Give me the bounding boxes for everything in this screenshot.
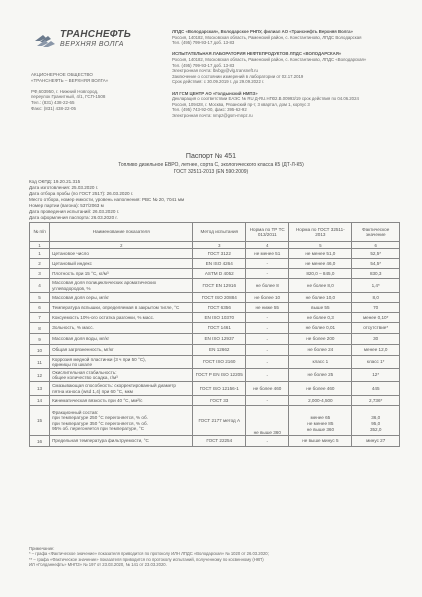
- header-line: Срок действия: с 30.09.2019 г. до 29.09.2022 г.: [172, 79, 265, 85]
- row-number: 7: [30, 313, 50, 323]
- row-number: 13: [30, 382, 50, 396]
- indicator-name: [50, 249, 193, 259]
- company-line: переулок Гранитный, 4/1, ГСП-1508: [31, 94, 106, 100]
- norm-tr-ts: -: [246, 313, 289, 323]
- table-row: [30, 436, 400, 447]
- indicator-name: [50, 396, 193, 406]
- actual-value: [352, 369, 400, 382]
- indicator-name-line: Смазывающая способность: скорректированный диаметр: [52, 383, 176, 389]
- company-line: АКЦИОНЕРНОЕ ОБЩЕСТВО: [31, 72, 93, 77]
- row-number: 4: [30, 279, 50, 293]
- footnote-line: ИЛ «Голданнефть» МНПЗ» № 197 от 23.03.2020, № 141 от 23.03.2020.: [29, 562, 167, 568]
- norm-gost-line: 2,000-4,500: [308, 397, 333, 403]
- norm-gost: [289, 323, 352, 334]
- norm-tr-ts: не выше 360: [246, 406, 289, 436]
- test-method: EN ISO 12937: [193, 334, 246, 345]
- indicator-name-line: 95% об. перегоняется при температуре, °С: [52, 425, 145, 431]
- actual-value-line: 352,0: [369, 426, 382, 432]
- norm-gost-line: не выше минус 5: [302, 438, 339, 443]
- header-gost: Норма по ГОСТ 32511-2013: [289, 223, 352, 242]
- indicator-name-line: Окислительная стабильность:: [52, 369, 117, 375]
- batch-info-line: Дата оформления паспорта: 26.03.2020 г.: [29, 215, 118, 220]
- header-line: Тел. (495) 799-93-17 доб. 13-83: [172, 62, 235, 68]
- indicator-name: [50, 369, 193, 382]
- actual-value: [352, 259, 400, 269]
- indicator-name-line: Коксуемость 10%-ого остатка разгонки, % масс.: [52, 314, 155, 320]
- indicator-name-line: Фракционный состав:: [52, 410, 99, 416]
- norm-gost-line: не более 10,0: [305, 294, 336, 300]
- indicator-name: [50, 323, 193, 334]
- test-method: ГОСТ 22254: [193, 436, 246, 447]
- norm-gost-line: не более 460: [306, 385, 335, 391]
- actual-value: [352, 406, 400, 436]
- actual-value-line: 8,0: [372, 294, 379, 300]
- row-number: 12: [30, 369, 50, 382]
- norm-gost-line: не более 0,01: [305, 325, 336, 330]
- indicator-name: [50, 293, 193, 303]
- header-tr: Норма по ТР ТС 013/2011: [246, 223, 289, 242]
- indicator-name: [50, 382, 193, 396]
- norm-tr-ts: -: [246, 323, 289, 334]
- norm-tr-ts: не ниже 55: [246, 303, 289, 313]
- row-number: 8: [30, 323, 50, 334]
- actual-value: [352, 382, 400, 396]
- norm-tr-ts: -: [246, 269, 289, 279]
- indicator-name: [50, 436, 193, 447]
- actual-value-line: 830,3: [369, 270, 382, 276]
- norm-tr-ts: -: [246, 345, 289, 356]
- logo-subtitle: ВЕРХНЯЯ ВОЛГА: [60, 41, 124, 48]
- actual-value: [352, 323, 400, 334]
- norm-gost-line: менее 65: [310, 414, 331, 420]
- norm-gost-line: не выше 360: [306, 426, 335, 432]
- indicator-name: [50, 303, 193, 313]
- indicator-name: [50, 334, 193, 345]
- row-number: 10: [30, 345, 50, 356]
- product-standard: ГОСТ 32511-2013 (EN 590:2009): [173, 169, 249, 175]
- passport-title: Паспорт № 451: [185, 153, 237, 160]
- table-row: [30, 259, 400, 269]
- test-method: ASTM D 4052: [193, 269, 246, 279]
- indicator-name: [50, 345, 193, 356]
- norm-gost: [289, 382, 352, 396]
- actual-value-line: 70: [373, 304, 379, 310]
- indicator-name-line: Цетановое число: [52, 250, 89, 256]
- norm-gost-line: не менее 46,0: [305, 260, 336, 266]
- actual-value-line: менее 0,10*: [363, 314, 389, 320]
- norm-gost-line: не более 24: [307, 347, 334, 352]
- norm-gost-line: не менее 85: [307, 420, 334, 426]
- header-line: Электронная почта: lbvbgy@vlg.transneft.ru: [172, 68, 258, 74]
- indicator-name-line: Коррозия медной пластинки (3 ч при 50 °С),: [52, 356, 146, 362]
- table-row: [30, 323, 400, 334]
- column-number: 5: [289, 242, 352, 249]
- header-line: ЛПДС «Володарская», Володарское РНПУ, филиал АО «Транснефть Верхняя Волга»: [172, 29, 353, 34]
- footnotes: [29, 546, 399, 568]
- actual-value-line: 445: [371, 385, 380, 391]
- actual-value: [352, 249, 400, 259]
- norm-tr-ts: не более 8: [246, 279, 289, 293]
- actual-value: [352, 269, 400, 279]
- table-row: [30, 356, 400, 369]
- norm-gost: [289, 396, 352, 406]
- row-number: 15: [30, 406, 50, 436]
- row-number: 1: [30, 249, 50, 259]
- actual-value-line: класс 1*: [366, 359, 385, 364]
- header-line: Заключение о состоянии измерений в лаборатории от 02.17.2019: [172, 73, 304, 79]
- test-method: ГОСТ 6356: [193, 303, 246, 313]
- indicator-name: [50, 313, 193, 323]
- norm-gost: [289, 436, 352, 447]
- indicator-name-line: Температура вспышки, определяемая в закрытом тигле, °С: [52, 304, 180, 310]
- table-row: [30, 269, 400, 279]
- company-line: «ТРАНСНЕФТЬ – ВЕРХНЯЯ ВОЛГА»: [31, 77, 109, 83]
- norm-gost-line: класс 1: [312, 359, 329, 364]
- norm-gost-line: не более 0,3: [306, 314, 334, 320]
- header-fact: Фактическое значение: [352, 223, 400, 242]
- indicator-name-line: единицы по шкале: [52, 362, 93, 367]
- batch-info-block: [29, 179, 184, 221]
- actual-value: [352, 303, 400, 313]
- table-row: [30, 293, 400, 303]
- header-line: Декларация о соответствии ЕАЭС № RU Д-RU.НП02.В.00993/19 срок действия по 04.06.2024: [172, 96, 359, 102]
- actual-value: [352, 356, 400, 369]
- header-line: ИСПЫТАТЕЛЬНАЯ ЛАБОРАТОРИЯ НЕФТЕПРОДУКТОВ ЛПДС «ВОЛОДАРСКАЯ»: [172, 51, 342, 57]
- table-row: [30, 382, 400, 396]
- test-method: ГОСТ 3122: [193, 249, 246, 259]
- test-method: EN ISO 10370: [193, 313, 246, 323]
- column-number: 4: [246, 242, 289, 249]
- test-method: ГОСТ Р EN ISO 12205: [193, 369, 246, 382]
- indicator-name: [50, 406, 193, 436]
- norm-gost: [289, 313, 352, 323]
- indicator-name: [50, 269, 193, 279]
- indicator-name-line: пятна износа (wsd 1,4) при 60 °С, мкм: [52, 388, 133, 394]
- row-number: 5: [30, 293, 50, 303]
- actual-value: [352, 436, 400, 447]
- norm-gost: [289, 249, 352, 259]
- test-method: ГОСТ 1461: [193, 323, 246, 334]
- column-number-row: [30, 242, 400, 249]
- transneft-logo-icon: [34, 34, 56, 48]
- norm-gost: [289, 406, 352, 436]
- header-no: № п/п: [30, 223, 50, 242]
- norm-gost: [289, 369, 352, 382]
- norm-gost-line: не более 8,0: [306, 282, 334, 288]
- test-method: EN 12662: [193, 345, 246, 356]
- header-method: Метод испытания: [193, 223, 246, 242]
- indicator-name-line: Зольность, % масс.: [52, 325, 94, 331]
- batch-info-line: Дата отбора пробы (по ГОСТ 2517): 26.03.2020 г.: [29, 191, 134, 196]
- footnote-line: ** – графа «Фактическое значение» показателя приводится по протоколу испытаний, полученному по косвенному (НКП): [29, 556, 264, 562]
- norm-tr-ts: -: [246, 396, 289, 406]
- row-number: 2: [30, 259, 50, 269]
- row-number: 11: [30, 356, 50, 369]
- actual-value-line: 54,5*: [370, 260, 382, 266]
- norm-gost-line: 820,0 – 845,0: [306, 270, 335, 276]
- indicator-name: [50, 259, 193, 269]
- table-row: [30, 313, 400, 323]
- row-number: 6: [30, 303, 50, 313]
- norm-tr-ts: -: [246, 334, 289, 345]
- norm-gost: [289, 259, 352, 269]
- norm-tr-ts: не менее 51: [246, 249, 289, 259]
- indicator-name-line: Предельная температура фильтруемости, °С: [52, 438, 149, 444]
- indicator-name-line: общее количество осадка, г/м³: [52, 375, 118, 380]
- actual-value-line: 36,0: [371, 414, 381, 420]
- norm-gost: [289, 303, 352, 313]
- header-line: Тел. (495) 799-93-17 доб. 13-83: [172, 40, 235, 46]
- test-method: ГОСТ 33: [193, 396, 246, 406]
- actual-value-line: 30: [373, 336, 379, 341]
- norm-tr-ts: -: [246, 436, 289, 447]
- table-header-row: [30, 223, 400, 242]
- company-line: РФ,603950, г. Нижний Новгород,: [31, 88, 99, 94]
- table-row: [30, 303, 400, 313]
- row-number: 3: [30, 269, 50, 279]
- norm-tr-ts: -: [246, 259, 289, 269]
- indicator-name-line: Кинематическая вязкость при 40 °С, мм²/с: [52, 397, 143, 403]
- norm-gost: [289, 356, 352, 369]
- table-row: [30, 279, 400, 293]
- table-row: [30, 396, 400, 406]
- actual-value-line: отсутствие*: [363, 325, 389, 330]
- norm-gost: [289, 269, 352, 279]
- footnote-line: Примечание:: [29, 546, 55, 551]
- header-line: Тел. (495) 743-92-00, факс: 395-62-92: [172, 107, 247, 113]
- header-line: ИЛ ГСМ ЦЕНТР АО «Голдынский НМПЗ»: [172, 90, 258, 96]
- norm-gost-line: не менее 51,0: [305, 250, 336, 256]
- actual-value-line: 52,5*: [370, 250, 382, 256]
- actual-value-line: менее 12,0: [363, 347, 388, 352]
- column-number: 6: [352, 242, 400, 249]
- indicator-name-line: при температуре 350 °С перегоняется, % об.: [52, 420, 148, 426]
- batch-info-line: Дата проведения испытаний: 26.03.2020 г.: [29, 209, 120, 214]
- company-address-block: [31, 72, 151, 111]
- actual-value: [352, 345, 400, 356]
- test-method: EN ISO 4264: [193, 259, 246, 269]
- test-method: ГОСТ ISO 12156-1: [193, 382, 246, 396]
- norm-tr-ts: не более 10: [246, 293, 289, 303]
- actual-value-line: 12*: [372, 372, 380, 377]
- table-row: [30, 369, 400, 382]
- test-method: ГОСТ ISO 20884: [193, 293, 246, 303]
- row-number: 16: [30, 436, 50, 447]
- indicator-name: [50, 279, 193, 293]
- product-name: Топливо дизельное ЕВРО, летнее, сорта С, экологического класса К5 (ДТ-Л-К5): [118, 162, 304, 168]
- indicator-name-line: Массовая доля полициклических ароматических: [52, 280, 157, 286]
- row-number: 9: [30, 334, 50, 345]
- actual-value-line: 2,736*: [369, 397, 383, 403]
- header-line: Электронная почта: nmpz@gsm-mnpz.ru: [172, 112, 253, 118]
- actual-value: [352, 293, 400, 303]
- header-line: Россия, 140182, Московская область, Раменский район, с. Константиново, ЛПДС «Володарская»: [172, 56, 367, 62]
- norm-gost: [289, 293, 352, 303]
- table-row: [30, 334, 400, 345]
- batch-info-line: Код ОКПД: 19.20.21.315: [29, 179, 81, 184]
- indicator-name-line: Общая загрязненность, мг/кг: [52, 347, 114, 353]
- indicator-name-line: Массовая доля воды, мг/кг: [52, 336, 110, 342]
- norm-gost: [289, 334, 352, 345]
- header-name: Наименование показателя: [50, 223, 193, 242]
- test-results-table: [29, 222, 400, 447]
- actual-value: [352, 396, 400, 406]
- norm-gost: [289, 279, 352, 293]
- actual-value-line: 95,0: [371, 420, 381, 426]
- norm-gost-line: не более 25: [307, 372, 334, 377]
- batch-info-line: Дата изготовления: 25.03.2020 г.: [29, 185, 99, 190]
- test-method: ГОСТ 2177 метод А: [193, 406, 246, 436]
- actual-value: [352, 334, 400, 345]
- header-line: Россия, 109428, г. Москва, Рязанский пр-т, 3 квартал, дом 1, корпус 3: [172, 101, 310, 107]
- table-row: [30, 406, 400, 436]
- indicator-name-line: Плотность при 15 °С, кг/м³: [52, 270, 109, 276]
- column-number: 2: [50, 242, 193, 249]
- row-number: 14: [30, 396, 50, 406]
- header-line: Россия, 140182, Московская область, Раменский район, с. Константиново, ЛПДС Володарская: [172, 34, 362, 40]
- logo-title: ТРАНСНЕФТЬ: [60, 29, 132, 40]
- batch-info-line: Номер партии (вагона): 537/2063 м: [29, 203, 104, 208]
- footnote-line: * – графа «Фактическое значение» показателя приводится по протоколу ИЛН ЛПДС «Володарская» № 1020 от 26.03.2020;: [29, 551, 269, 557]
- indicator-name-line: углеводородов, %: [52, 285, 91, 291]
- norm-tr-ts: -: [246, 369, 289, 382]
- test-method: ГОСТ ISO 2160: [193, 356, 246, 369]
- table-row: [30, 249, 400, 259]
- norm-tr-ts: -: [246, 356, 289, 369]
- indicator-name-line: при температуре 250 °С перегоняется, % об.: [52, 415, 148, 421]
- company-line: Факс: (831) 438-22-05: [31, 105, 76, 111]
- indicator-name: [50, 356, 193, 369]
- norm-gost-line: выше 55: [311, 304, 330, 310]
- company-line: Тел.: (831) 438-22-65: [31, 99, 75, 105]
- test-method: ГОСТ EN 12916: [193, 279, 246, 293]
- column-number: 3: [193, 242, 246, 249]
- batch-info-line: Место отбора, номер емкости, уровень наполнения: РВС № 20, 7041 мм: [29, 197, 185, 202]
- header-contacts-block: [172, 29, 397, 119]
- actual-value: [352, 313, 400, 323]
- indicator-name-line: Цетановый индекс: [52, 260, 92, 266]
- indicator-name-line: Массовая доля серы, мг/кг: [52, 294, 110, 300]
- column-number: 1: [30, 242, 50, 249]
- norm-tr-ts: не более 460: [246, 382, 289, 396]
- actual-value-line: 1,4*: [371, 282, 380, 288]
- table-row: [30, 345, 400, 356]
- norm-gost-line: не более 200: [306, 336, 335, 341]
- norm-gost: [289, 345, 352, 356]
- actual-value-line: минус 27: [366, 438, 386, 443]
- actual-value: [352, 279, 400, 293]
